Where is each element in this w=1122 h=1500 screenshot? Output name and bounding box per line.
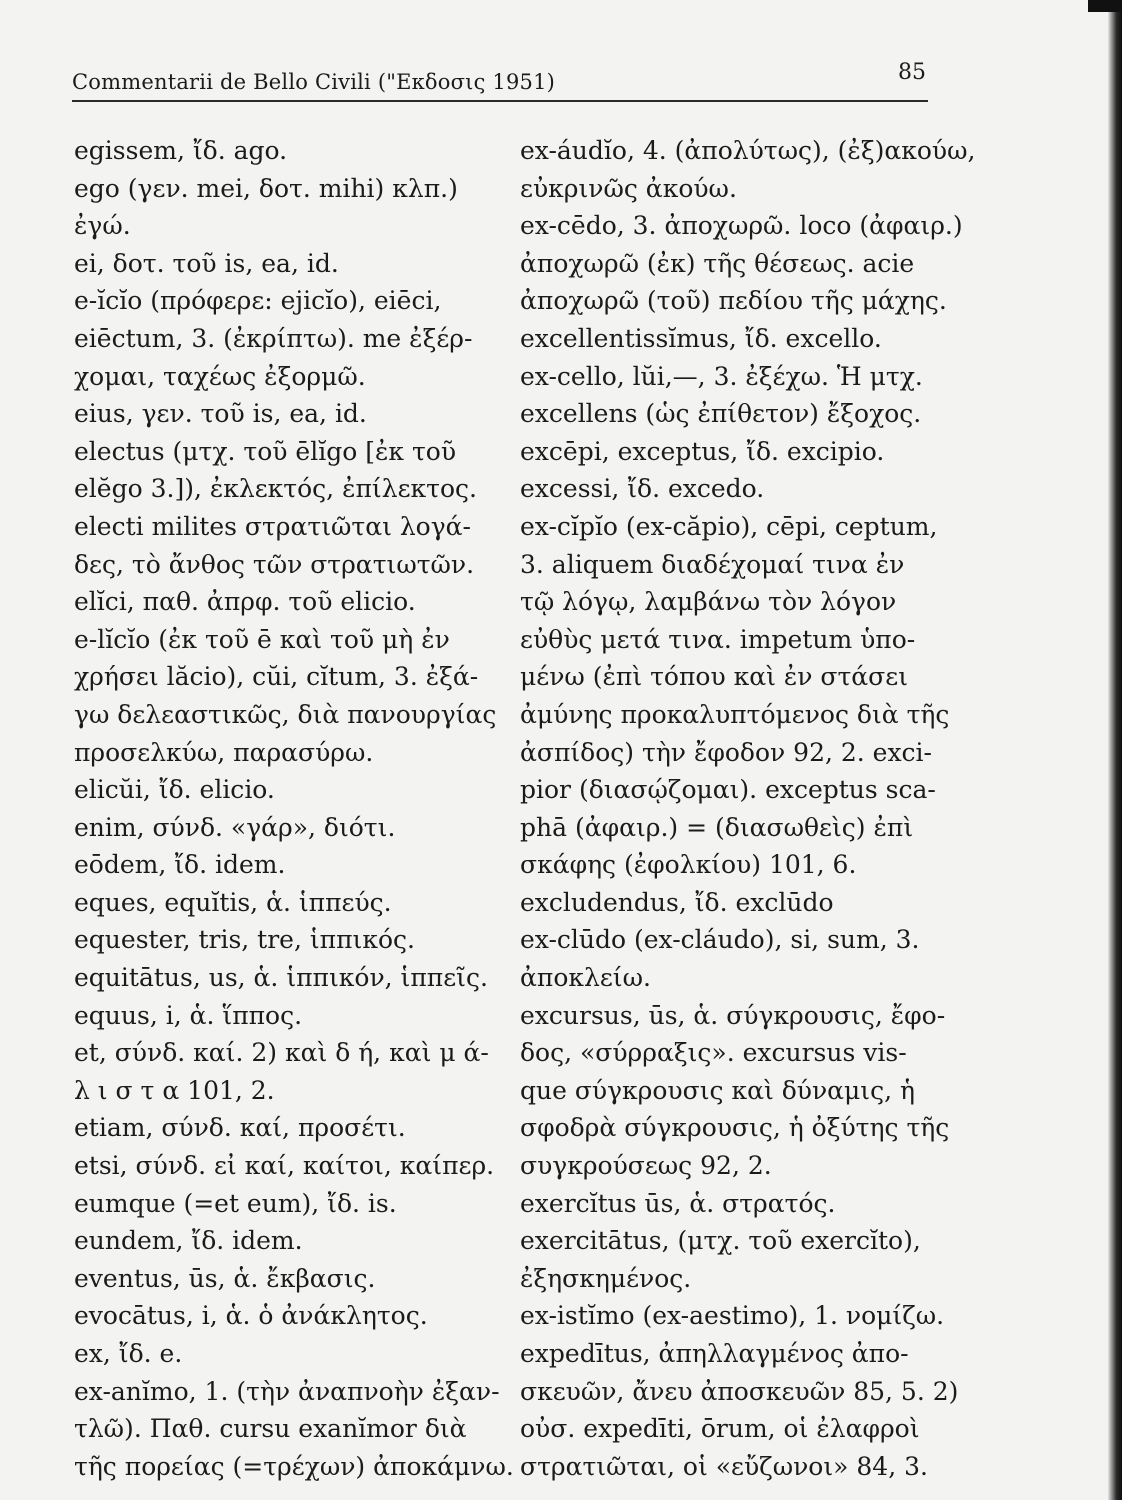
dictionary-entry	[74, 884, 488, 922]
entry-headline: ego (γεν. mei, δοτ. mihi) κλπ.)	[74, 173, 458, 203]
entry-headline: eumque (=et eum), ἴδ. is.	[74, 1188, 397, 1218]
entry-headline: excessi, ἴδ. excedo.	[520, 474, 765, 504]
dictionary-entry	[74, 846, 488, 884]
entry-headline: excellentissĭmus, ἴδ. excello.	[520, 323, 882, 353]
dictionary-entry	[520, 1335, 959, 1485]
entry-headline: equitātus, us, ἁ. ἱππικόν, ἱππεῖς.	[74, 963, 488, 993]
entry-headline: ex-cēdo, 3. ἀποχωρῶ. loco (ἀφαιρ.)	[520, 211, 963, 241]
dictionary-entry	[74, 395, 488, 433]
entry-headline: eius, γεν. τοῦ is, ea, id.	[74, 399, 367, 429]
entry-continuation: ἐξησκημένος.	[520, 1263, 692, 1293]
entry-continuation: ἀποχωρῶ (τοῦ) πεδίου τῆς μάχης.	[520, 286, 947, 316]
dictionary-entry	[520, 207, 963, 320]
entry-continuation: προσελκύω, παρασύρω.	[74, 737, 374, 767]
entry-headline: elĭci, παθ. ἀπρφ. τοῦ elicio.	[74, 587, 416, 617]
entry-headline: exercĭtus ūs, ἁ. στρατός.	[520, 1188, 836, 1218]
dictionary-entry	[520, 470, 932, 508]
entry-continuation: excellens (ὡς ἐπίθετον) ἔξοχος.	[520, 399, 922, 429]
running-head	[72, 60, 928, 102]
dictionary-entry	[74, 1297, 488, 1335]
dictionary-entry	[520, 320, 932, 358]
dictionary-entry	[520, 884, 932, 922]
entry-headline: ex-cĭpĭo (ex-căpio), cēpi, ceptum,	[520, 511, 938, 541]
entry-headline: ex-clūdo (ex-cláudo), si, sum, 3.	[520, 925, 920, 955]
entry-headline: electus (μτχ. τοῦ ēlĭgo [ἐκ τοῦ	[74, 436, 457, 466]
entry-headline: eundem, ἴδ. idem.	[74, 1226, 303, 1256]
entry-headline: evocātus, i, ἁ. ὁ ἀνάκλητος.	[74, 1301, 428, 1331]
dictionary-entry	[520, 1185, 932, 1223]
entry-headline: ex-áudĭo, 4. (ἀπολύτως), (ἐξ)ακούω,	[520, 136, 976, 165]
entry-continuation: συγκρούσεως 92, 2.	[520, 1151, 772, 1181]
dictionary-entry	[520, 997, 950, 1185]
dictionary-entry	[520, 921, 932, 996]
dictionary-entry	[520, 132, 976, 207]
entry-headline: excursus, ūs, ἁ. σύγκρουσις, ἔφο-	[520, 1000, 946, 1030]
entry-continuation: οὐσ. expedīti, ōrum, οἱ ἐλαφροὶ	[520, 1414, 920, 1444]
dictionary-entry	[74, 1335, 488, 1373]
entry-continuation: εὐκρινῶς ἀκούω.	[520, 173, 737, 203]
entry-continuation: 3. aliquem διαδέχομαί τινα ἐν	[520, 549, 905, 579]
entry-continuation: γω δελεαστικῶς, διὰ πανουργίας	[74, 699, 497, 729]
page-edge-shadow	[1108, 0, 1122, 1500]
entry-headline: ei, δοτ. τοῦ is, ea, id.	[74, 248, 339, 278]
dictionary-entry	[520, 508, 950, 884]
entry-headline: equus, i, ἁ. ἵππος.	[74, 1000, 303, 1030]
entry-continuation: ἀποκλείω.	[520, 963, 651, 993]
entry-continuation: στρατιῶται, οἱ «εὔζωνοι» 84, 3.	[520, 1451, 928, 1481]
dictionary-entry	[74, 921, 488, 959]
entry-headline: ex-istĭmo (ex-aestimo), 1. νομίζω.	[520, 1301, 945, 1331]
page-number: 85	[898, 60, 926, 85]
entry-headline: expedītus, ἀπηλλαγμένος ἀπο-	[520, 1339, 909, 1368]
entry-continuation: phā (ἀφαιρ.) = (διασωθεὶς) ἐπὶ	[520, 812, 914, 842]
entry-continuation: pior (διασῴζομαι). exceptus sca-	[520, 775, 936, 805]
dictionary-entry	[520, 1222, 932, 1297]
entry-headline: etiam, σύνδ. καί, προσέτι.	[74, 1113, 406, 1143]
dictionary-entry	[74, 1260, 488, 1298]
entry-headline: exercitātus, (μτχ. τοῦ exercĭto),	[520, 1226, 921, 1256]
dictionary-entry	[74, 132, 488, 170]
dictionary-entry	[74, 245, 488, 283]
entry-continuation: λ ι σ τ α 101, 2.	[74, 1075, 275, 1105]
entry-headline: excēpi, exceptus, ἴδ. excipio.	[520, 436, 885, 466]
entry-headline: ex-cello, lŭi,—, 3. ἐξέχω. Ἡ μτχ.	[520, 361, 923, 391]
entry-continuation: que σύγκρουσις καὶ δύναμις, ἡ	[520, 1075, 915, 1105]
entry-continuation: ἀμύνης προκαλυπτόμενος διὰ τῆς	[520, 699, 950, 729]
entry-continuation: χομαι, ταχέως ἐξορμῶ.	[74, 361, 366, 391]
dictionary-entry	[74, 1147, 495, 1185]
entry-continuation: εὐθὺς μετά τινα. impetum ὑπο-	[520, 624, 916, 654]
dictionary-entry	[74, 282, 488, 395]
entry-continuation: μένω (ἐπὶ τόπου καὶ ἐν στάσει	[520, 662, 909, 692]
dictionary-entry	[520, 358, 932, 433]
entry-headline: egissem, ἴδ. ago.	[74, 136, 288, 165]
right-column	[520, 132, 976, 1485]
entry-continuation: elĕgo 3.]), ἐκλεκτός, ἐπίλεκτος.	[74, 474, 477, 504]
entry-headline: excludendus, ἴδ. exclūdo	[520, 887, 834, 917]
entry-continuation: σκευῶν, ἄνευ ἀποσκευῶν 85, 5. 2)	[520, 1376, 959, 1406]
entry-headline: e-ĭcĭo (πρόφερε: ejicĭo), eiēci,	[74, 286, 442, 316]
entry-continuation: τῷ λόγῳ, λαμβάνω τὸν λόγον	[520, 587, 897, 617]
dictionary-entry	[520, 1297, 945, 1335]
entry-continuation: σφοδρὰ σύγκρουσις, ἡ ὀξύτης τῆς	[520, 1113, 950, 1143]
entry-continuation: τλῶ). Παθ. cursu exanĭmor διὰ	[74, 1414, 467, 1444]
entry-headline: equester, tris, tre, ἱππικός.	[74, 925, 415, 955]
page-corner-shadow	[1088, 0, 1122, 12]
entry-headline: enim, σύνδ. «γάρ», διότι.	[74, 812, 396, 842]
dictionary-entry	[74, 997, 488, 1035]
entry-headline: etsi, σύνδ. εἰ καί, καίτοι, καίπερ.	[74, 1151, 495, 1181]
dictionary-entry	[74, 1109, 488, 1147]
entry-headline: eventus, ūs, ἁ. ἔκβασις.	[74, 1263, 376, 1293]
entry-headline: eōdem, ἴδ. idem.	[74, 850, 286, 880]
entry-headline: e-lĭcĭo (ἐκ τοῦ ē καὶ τοῦ μὴ ἐν	[74, 624, 450, 654]
running-title: Commentarii de Bello Civili ("Εκδοσις 1951)	[72, 70, 556, 94]
entry-headline: et, σύνδ. καί. 2) καὶ δ ή, καὶ μ ά-	[74, 1038, 489, 1068]
dictionary-entry	[74, 959, 488, 997]
dictionary-entry	[74, 583, 488, 621]
left-column	[74, 132, 514, 1485]
dictionary-entry	[74, 809, 488, 847]
dictionary-entry	[74, 433, 488, 583]
dictionary-entry	[74, 1034, 488, 1109]
entry-headline: ex-anĭmo, 1. (τὴν ἀναπνοὴν ἐξαν-	[74, 1376, 500, 1406]
dictionary-entry	[520, 433, 932, 471]
entry-continuation: δες, τὸ ἄνθος τῶν στρατιωτῶν.	[74, 549, 475, 579]
dictionary-entry	[74, 1222, 488, 1260]
entry-headline: eques, equĭtis, ἁ. ἱππεύς.	[74, 887, 392, 917]
dictionary-entry	[74, 771, 488, 809]
entry-headline: elicŭi, ἴδ. elicio.	[74, 775, 275, 805]
entry-continuation: electi milites στρατιῶται λογά-	[74, 511, 472, 541]
entry-continuation: σκάφης (ἐφολκίου) 101, 6.	[520, 850, 857, 880]
entry-continuation: eiēctum, 3. (ἐκρίπτω). me ἐξέρ-	[74, 323, 473, 353]
entry-continuation: τῆς πορείας (=τρέχων) ἀποκάμνω.	[74, 1451, 514, 1481]
dictionary-entry	[74, 621, 497, 771]
entry-continuation: ἀποχωρῶ (ἐκ) τῆς θέσεως. acie	[520, 248, 915, 278]
entry-continuation: χρήσει lăcio), cŭi, cĭtum, 3. ἐξά-	[74, 662, 479, 692]
dictionary-entry	[74, 170, 488, 245]
entry-headline: ex, ἴδ. e.	[74, 1339, 183, 1368]
entry-continuation: ἐγώ.	[74, 211, 131, 241]
entry-continuation: δος, «σύρραξις». excursus vis-	[520, 1038, 907, 1068]
dictionary-entry	[74, 1373, 514, 1486]
entry-continuation: ἀσπίδος) τὴν ἔφοδον 92, 2. exci-	[520, 737, 932, 767]
dictionary-entry	[74, 1185, 488, 1223]
